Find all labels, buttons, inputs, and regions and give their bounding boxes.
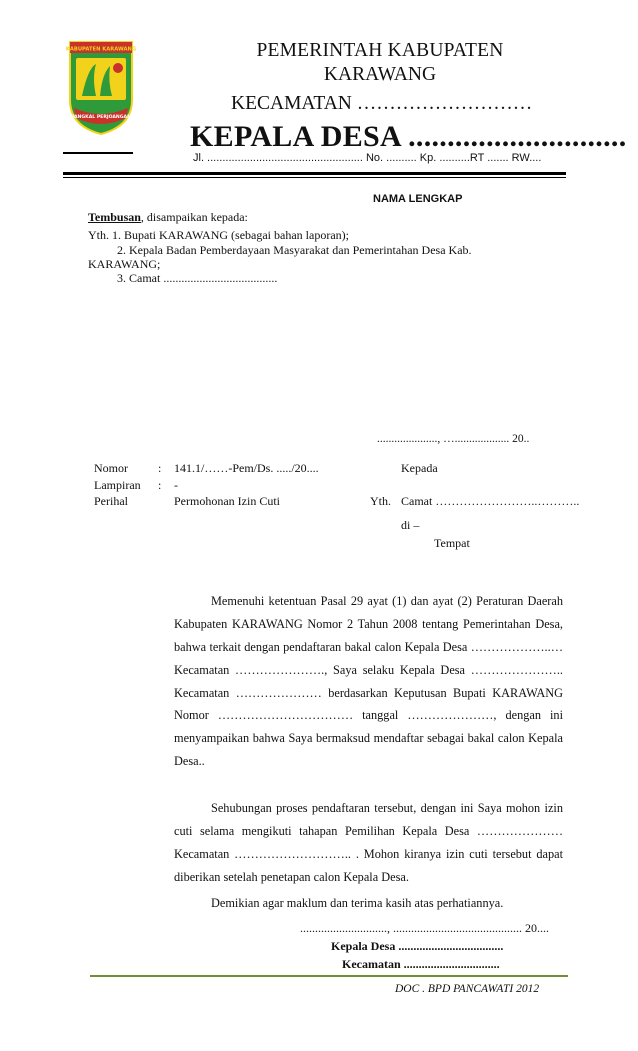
lampiran-colon: : <box>158 478 162 492</box>
tembusan-line-2: 2. Kepala Badan Pemberdayaan Masyarakat dan Pemerintahan Desa Kab. <box>117 243 472 257</box>
tembusan-line-4: 3. Camat ...................................... <box>117 271 278 285</box>
kepada-label: Kepada <box>401 461 438 475</box>
p2-line-4: diberikan setelah penetapan calon Kepala Desa. <box>174 870 409 884</box>
nomor-value: 141.1/……-Pem/Ds. ...../20.... <box>174 461 319 475</box>
p1-line-4: Kecamatan …………………., Saya selaku Kepala Desa ………………….. <box>174 663 563 677</box>
footer-rule <box>90 975 568 977</box>
signature-kepala-desa: Kepala Desa ................................... <box>331 939 504 953</box>
p1-line-2: Kabupaten KARAWANG Nomor 2 Tahun 2008 tentang Pemerintahan Desa, <box>174 617 563 631</box>
p1-line-7: menyampaikan bahwa Saya bermaksud mendaftar sebagai bakal calon Kepala <box>174 731 563 745</box>
p1-line-3: bahwa terkait dengan pendaftaran bakal calon Kepala Desa ………………..… <box>174 640 563 654</box>
svg-text:PANGKAL PERJOANGAN: PANGKAL PERJOANGAN <box>71 115 131 120</box>
p2-line-2: cuti selama mengikuti tahapan Pemilihan Kepala Desa ………………… <box>174 824 563 838</box>
tembusan-heading <box>88 210 248 225</box>
p1-line-5: Kecamatan ………………… berdasarkan Keputusan Bupati KARAWANG <box>174 686 563 700</box>
tempat-label: Tempat <box>434 536 470 550</box>
header-line-kepala-desa: KEPALA DESA ............................ <box>190 120 627 153</box>
p1-line-6: Nomor …………………………… tanggal …………………, dengan ini <box>174 708 563 722</box>
header-rule-thin <box>63 177 566 178</box>
p1-line-1: Memenuhi ketentuan Pasal 29 ayat (1) dan ayat (2) Peraturan Daerah <box>211 594 563 608</box>
camat-recipient: Camat ……………………..……….. <box>401 494 580 508</box>
di-label: di – <box>401 518 420 532</box>
svg-text:KABUPATEN KARAWANG: KABUPATEN KARAWANG <box>66 46 136 53</box>
p2-line-1: Sehubungan proses pendaftaran tersebut, dengan ini Saya mohon izin <box>211 801 563 815</box>
p2-line-3: Kecamatan ……………………….. . Mohon kiranya izin cuti tersebut dapat <box>174 847 563 861</box>
header-rule-thick <box>63 172 566 175</box>
closing-date: ............................., ........................................... 20.... <box>300 921 549 935</box>
letter-date: ....................., …................... 20.. <box>377 433 530 445</box>
tembusan-rest: , disampaikan kepada: <box>140 210 248 224</box>
footer-doc-label: DOC . BPD PANCAWATI 2012 <box>395 983 540 995</box>
nomor-colon: : <box>158 461 162 475</box>
perihal-value: Permohonan Izin Cuti <box>174 494 280 508</box>
header-short-rule <box>63 152 133 154</box>
header-address: Jl. ................................................... No. .......... Kp. ..........RT ....... RW.... <box>193 152 542 164</box>
tembusan-line-3: KARAWANG; <box>88 257 161 271</box>
nama-lengkap: NAMA LENGKAP <box>373 193 463 205</box>
nomor-label: Nomor <box>94 461 128 475</box>
signature-kecamatan: Kecamatan ................................ <box>342 957 500 971</box>
karawang-emblem-logo <box>66 38 136 136</box>
lampiran-value: - <box>174 478 178 492</box>
p1-line-8: Desa.. <box>174 754 205 768</box>
header-line-karawang: KARAWANG <box>323 64 437 85</box>
header-line-kecamatan: KECAMATAN ……………………… <box>231 93 533 114</box>
yth-label: Yth. <box>370 494 391 508</box>
header-line-pemerintah: PEMERINTAH KABUPATEN <box>256 40 504 61</box>
tembusan-line-1: Yth. 1. Bupati KARAWANG (sebagai bahan laporan); <box>88 228 349 242</box>
perihal-label: Perihal <box>94 494 128 508</box>
tembusan-label: Tembusan <box>88 210 141 224</box>
lampiran-label: Lampiran <box>94 478 141 492</box>
p3-line-1: Demikian agar maklum dan terima kasih atas perhatiannya. <box>211 896 504 910</box>
